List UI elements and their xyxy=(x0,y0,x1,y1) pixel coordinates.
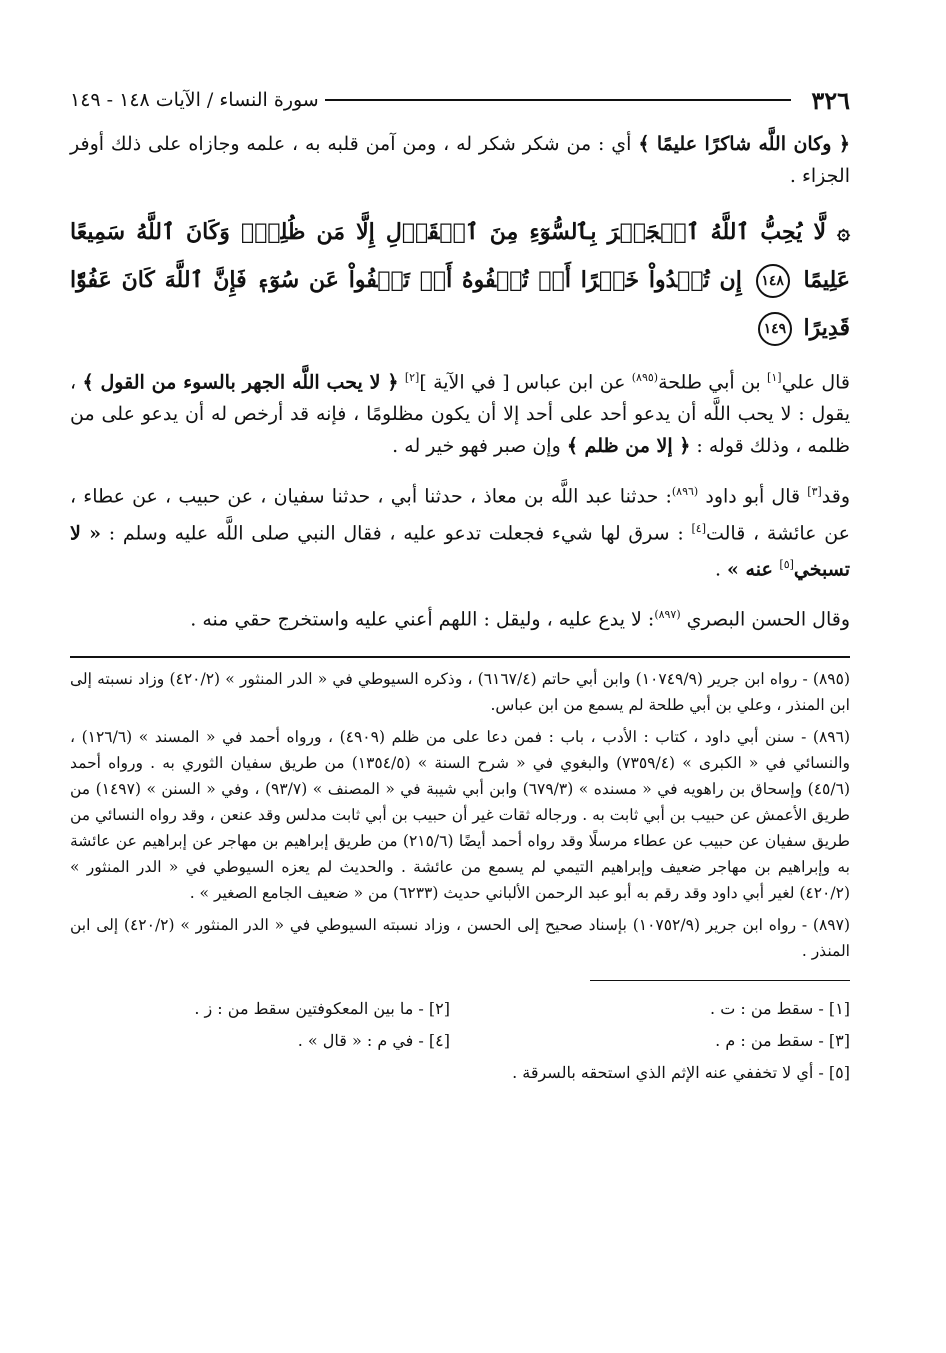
text-run: وقال الحسن البصري xyxy=(680,608,850,631)
editor-note-2: [٢] - ما بين المعكوفتين سقط من : ز . xyxy=(194,998,450,1018)
text-run: : لا يدع عليه ، وليقل : اللهم أعني عليه واستخرج حقي منه . xyxy=(190,608,655,631)
footnote-number: (٨٩٦) - xyxy=(801,727,850,746)
text-run: عن ابن عباس [ في الآية ] xyxy=(419,371,632,394)
text-run: وإن صبر فهو خير له . xyxy=(392,435,567,458)
footnote-number: (٨٩٥) - xyxy=(802,669,850,688)
page-header xyxy=(70,84,850,116)
footnotes-divider xyxy=(70,656,850,658)
footnote-895 xyxy=(70,666,850,718)
editor-note-1: [١] - سقط من : ت . xyxy=(710,998,850,1018)
note-ref: [٣] xyxy=(807,485,822,499)
footnote-ref: (٨٩٥) xyxy=(631,371,659,384)
text-run: بن أبي طلحة xyxy=(658,371,768,394)
editor-note-3: [٣] - سقط من : م . xyxy=(715,1030,850,1050)
intro-paragraph xyxy=(70,128,850,192)
text-run: . xyxy=(714,558,728,581)
hadith-quote: عنه » xyxy=(727,558,780,581)
editor-note-4: [٤] - في م : « قال » . xyxy=(297,1030,450,1050)
quoted-verse: ﴿ إلا من ظلم ﴾ xyxy=(566,435,691,458)
spacer xyxy=(70,462,850,476)
note-ref: [١] xyxy=(767,371,782,384)
editor-note-5: [٥] - أي لا تخففي عنه الإثم الذي استحقه بالسرقة . xyxy=(512,1062,850,1082)
footnote-text: سنن أبي داود ، كتاب : الأدب ، باب : فمن دعا على من ظلم (٤٩٠٩) ، ورواه أحمد في « المسند » (١٢٦/٦) ، والنسائي في « الكبرى » (٧٣٥٩/٤) والبغوي في « شرح السنة » (١٣٥٤/٥) من طريق سفيان الثوري به . ورواه أحمد (٤٥/٦) وإسحاق بن راهويه في « مسنده » (٦٧٩/٣) وابن أبي شيبة في « المصنف » (٩٣/٧) ، وفي « السنن » (١٤٩٧) من طريق الأعمش عن حبيب بن أبي ثابت به . ورجاله ثقات غير أن حبيب بن أبي ثابت مدلس وقد عنعن ، وقد رواه النسائي من طريق سفيان عن حبيب عن عطاء مرسلًا وقد رواه أحمد أيضًا (٢١٥/٦) من طريق إبراهيم بن مهاجر عن إبراهيم عن عائشة به وإبراهيم بن مهاجر ضعيف وإبراهيم التيمي لم يسمع من عائشة . والحديث لم يعزه السيوطي في « الدر المنثور » (٤٢٠/٢) لغير أبي داود وقد رقم به أبو عبد الرحمن الألباني حديث (٦٢٣٣) من « ضعيف الجامع الصغير » . xyxy=(70,727,850,902)
intro-quote: ﴿ وكان اللَّه شاكرًا عليمًا ﴾ xyxy=(638,133,850,155)
verse-number-149: ١٤٩ xyxy=(758,312,792,346)
page-number: ٣٢٦ xyxy=(811,85,850,115)
verse-number-148: ١٤٨ xyxy=(756,264,790,298)
footnote-text: رواه ابن جرير (١٠٧٤٩/٩) وابن أبي حاتم (٦١٦٧/٤) ، وذكره السيوطي في « الدر المنثور » (٤٢٠/٢) وزاد نسبته إلى ابن المنذر ، وعلي بن أبي طلحة لم يسمع من ابن عباس. xyxy=(70,669,850,714)
footnote-897 xyxy=(70,912,850,964)
quran-verses xyxy=(70,208,850,352)
quoted-verse: ﴿ لا يحب اللَّه الجهر بالسوء من القول ﴾ xyxy=(82,371,399,394)
intro-text: أي : من شكر شكر له ، ومن آمن قلبه به ، علمه وجازاه على ذلك أوفر الجزاء . xyxy=(70,133,850,187)
spacer xyxy=(70,585,850,599)
verse-148: لَّا يُحِبُّ ٱللَّهُ ٱلۡجَهۡرَ بِٱلسُّوٓءِ مِنَ ٱلۡقَوۡلِ إِلَّا مَن ظُلِمَۚ وَكَانَ ٱللَّهُ سَمِيعًا عَلِيمًا xyxy=(70,219,850,293)
footnote-text: رواه ابن جرير (١٠٧٥٢/٩) بإسناد صحيح إلى الحسن ، وزاد نسبته السيوطي في « الدر المنثور » (٤٢٠/٢) إلى ابن المنذر . xyxy=(70,915,850,960)
footnote-number: (٨٩٧) - xyxy=(801,915,850,934)
note-ref: [٢] xyxy=(404,371,420,384)
note-ref: [٥] xyxy=(779,557,794,571)
text-run: ، يقول : لا يحب اللَّه أن يدعو أحد على أحد إلا أن يكون مظلومًا ، فإنه قد أرخص له أن يدعو على من ظلمه ، وذلك قوله : xyxy=(70,371,850,458)
text-run: : حدثنا عبد اللَّه بن معاذ ، حدثنا أبي ، حدثنا سفيان ، عن حبيب ، عن عطاء ، عن عائشة ، قالت xyxy=(70,485,851,544)
tafsir-paragraph-1 xyxy=(70,362,850,462)
tafsir-paragraph-3 xyxy=(70,599,850,635)
text-run: قال أبو داود xyxy=(698,485,808,508)
text-run: وقد xyxy=(821,485,851,508)
footnote-896 xyxy=(70,724,850,906)
book-page xyxy=(70,84,850,1089)
header-rule xyxy=(325,99,792,101)
editor-notes xyxy=(70,993,850,1089)
verse-149: إِن تُبۡدُواْ خَيۡرًا أَوۡ تُخۡفُوهُ أَوۡ تَعۡفُواْ عَن سُوٓءٖ فَإِنَّ ٱللَّهَ كَانَ عَفُوّٗا قَدِيرًا xyxy=(70,267,850,341)
note-ref: [٤] xyxy=(691,521,706,535)
text-run: قال علي xyxy=(781,371,851,394)
ayah-start-mark: ۞ xyxy=(837,219,850,245)
running-title: سورة النساء / الآيات ١٤٨ - ١٤٩ xyxy=(70,89,319,111)
text-run: : سرق لها شيء فجعلت تدعو عليه ، فقال النبي صلى اللَّه عليه وسلم : xyxy=(101,521,692,544)
footnote-ref: (٨٩٦) xyxy=(671,485,699,499)
notes-divider xyxy=(590,980,850,981)
hadith-quote: « لا تسبخي xyxy=(70,521,850,581)
footnote-ref: (٨٩٧) xyxy=(654,608,681,622)
tafsir-paragraph-2 xyxy=(70,476,850,585)
